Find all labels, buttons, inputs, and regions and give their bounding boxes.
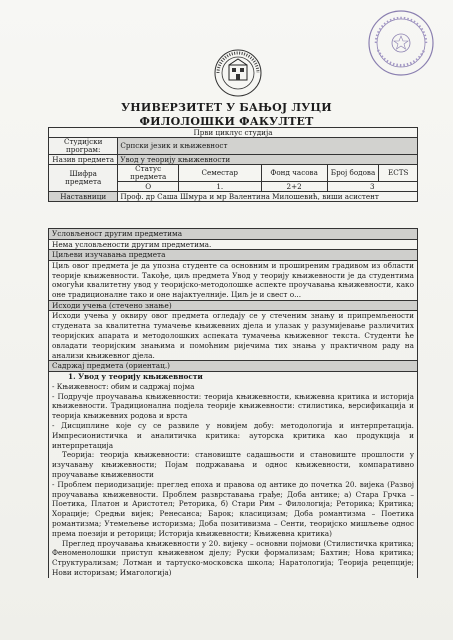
content-item: - Књижевност: обим и садржај појма	[52, 381, 195, 391]
semester-label: Семестар	[178, 165, 261, 182]
ects-label: ECTS	[379, 165, 418, 182]
course-description	[48, 228, 418, 578]
teachers-label: Наставници	[49, 192, 118, 202]
conditions-text: Нема условљености другим предметима.	[48, 240, 418, 250]
code-label: Шифра предмета	[49, 165, 118, 192]
credits-label: Број бодова	[327, 165, 379, 182]
classes-label: Фонд часова	[261, 165, 327, 182]
credits-value: 3	[327, 182, 417, 192]
program-value: Српски језик и књижевност	[118, 138, 418, 155]
content-item: - Дисциплине које су се развиле у новијем добу: методологија и интерпретација. Импресионистичка и аналитичка критика: ауторска критика као продукција и интерпретација	[52, 420, 414, 450]
semester-value: 1.	[178, 182, 261, 192]
content-item: - Проблем периодизације: преглед епоха и правова од антике до почетка 20. вијека (Развој проучавања књижевности. Проблем разврставања грађе; Доба антике; а) Стара Грчка – Поетика, Платон и Аристотел; Реторика, б) Стари Рим – Филологија; Реторика; Критика; Хорације; Средњи вијек; Ренесанса; Барок; класицизам; Доба романтизма – Поетика романтизма; Утемељење историзма; Доба позитивизма – Сенти, теоријско мишљење однос према поезији и реторици; Историја књижевности; Књижевна критика)	[52, 479, 414, 538]
program-label: Студијски програм:	[49, 138, 118, 155]
classes-value: 2+2	[261, 182, 327, 192]
outcomes-title: Исходи учења (стечено знање)	[48, 300, 418, 312]
official-stamp	[366, 8, 436, 78]
status-value: О	[118, 182, 179, 192]
university-logo	[213, 48, 263, 98]
course-meta-table	[48, 127, 418, 202]
faculty-name: ФИЛОЛОШКИ ФАКУЛТЕТ	[139, 115, 314, 128]
content-heading: 1. Увод у теорију књижевности	[68, 371, 203, 381]
goals-text: Циљ овог предмета је да упозна студенте са основним и проширеним градивом из области теорије књижевности. Такође, циљ предмета Увод у теорију књижевности је да студентима омогући квалитетну увод у теоријско-методолошке аспекте проучавања књижевности, како оне традиционалне тако и оне најактуелније. Циљ је и свест о...	[48, 261, 418, 300]
content-item: Преглед проучавања књижевности у 20. вијеку – основни појмови (Стилистичка критика; Феноменолошки приступ књижевном дјелу; Руски формализам; Бахтин; Нова критика; Структурализам; Лотман и тартуско-московска школа; Наратологија; Теорија рецепције; Нови историзам; Имагологија)	[52, 538, 414, 577]
teachers-value: Проф. др Саша Шмура и мр Валентина Милошевић, виши асистент	[118, 192, 418, 202]
conditions-title: Условљеност другим предметима	[48, 228, 418, 240]
goals-title: Циљеви изучавања предмета	[48, 249, 418, 261]
course-label: Назив предмета	[49, 155, 118, 165]
content-item: - Подручје проучавања књижевности: теорија књижевности, књижевна критика и историја књижевности. Традиционална подјела теорије књижевности: стилистика, версификација и теорија књижевних родова и врста	[52, 391, 414, 421]
status-label: Статус предмета	[118, 165, 179, 182]
outcomes-text: Исходи учења у оквиру овог предмета огледају се у стеченим знању и припремљености студената за квалитетна тумачење књижевних дјела и улазак у разумијевање различитих теоријских апарата и методолошких аспеката тумачења књижевног текста. Студенти ће овладати теоријским знањима и помоћним ријечима тих знања у практичном раду на анализи књижевног дјела.	[48, 311, 418, 360]
university-name: УНИВЕРЗИТЕТ У БАЊОЈ ЛУЦИ	[121, 101, 332, 114]
content-text	[48, 372, 418, 578]
course-value: Увод у теорију књижевности	[118, 155, 418, 165]
content-title: Садржај предмета (ориентац.)	[48, 360, 418, 372]
study-level: Први циклус студија	[49, 128, 418, 138]
content-item: Теорија: теорија књижевности: становиште садашњости и становиште прошлости у изучавању књижевности; Појам подржавања и однос књижевности, компаративно проучавање књижевности	[52, 450, 414, 479]
